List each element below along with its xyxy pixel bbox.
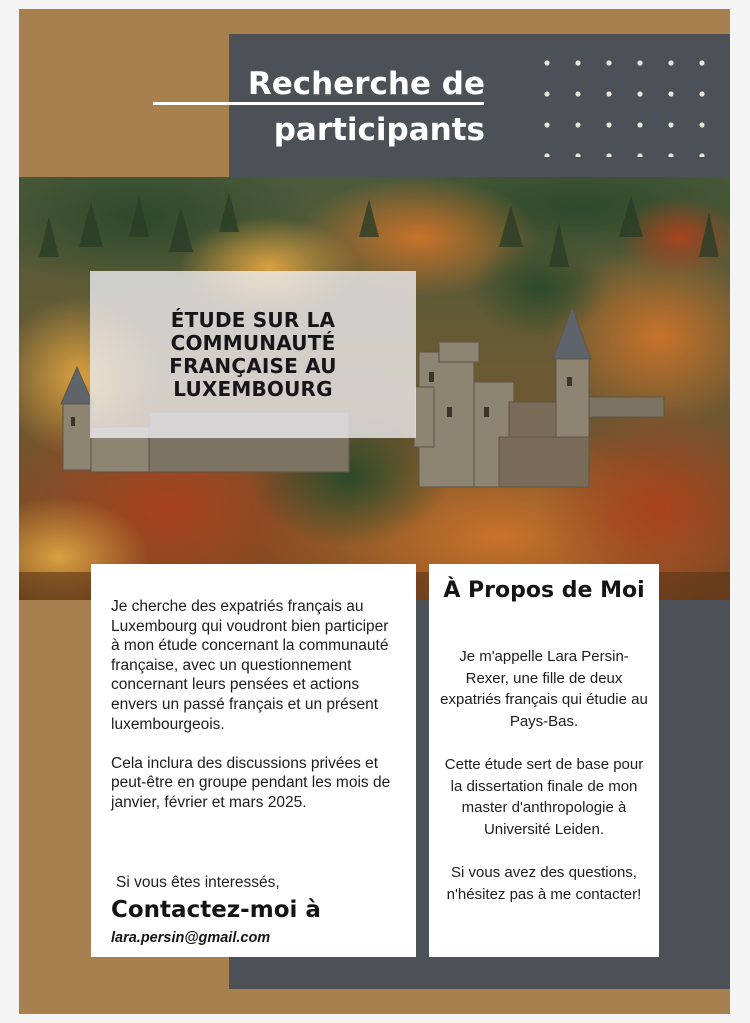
decorative-dot <box>544 91 549 96</box>
study-title-box <box>90 271 416 438</box>
decorative-dot <box>544 122 549 127</box>
about-paragraph-2: Cette étude sert de base pour la dissertation finale de mon master d'anthropologie à Université Leiden. <box>444 755 644 838</box>
description-card <box>91 564 416 957</box>
description-text <box>111 597 401 832</box>
decorative-dot <box>575 60 580 65</box>
decorative-dot <box>668 91 673 96</box>
decorative-dot <box>637 60 642 65</box>
decorative-dot <box>544 153 549 157</box>
decorative-dot <box>699 153 704 157</box>
decorative-dot <box>544 60 549 65</box>
poster <box>19 9 730 1014</box>
decorative-dot <box>699 91 704 96</box>
interest-text: Si vous êtes interessés, <box>116 874 280 891</box>
about-paragraph-1: Je m'appelle Lara Persin-Rexer, une fille de deux expatriés français qui étudie au Pays-Bas. <box>440 648 648 730</box>
dot-grid-decoration <box>539 57 709 157</box>
decorative-dot <box>637 153 642 157</box>
decorative-dot <box>606 153 611 157</box>
decorative-dot <box>668 122 673 127</box>
description-paragraph-2: Cela inclura des discussions privées et peut-être en groupe pendant les mois de janvier, février et mars 2025. <box>111 754 391 811</box>
decorative-dot <box>668 153 673 157</box>
decorative-dot <box>575 122 580 127</box>
decorative-dot <box>668 60 673 65</box>
email-link[interactable]: lara.persin@gmail.com <box>111 930 271 946</box>
decorative-dot <box>606 91 611 96</box>
page-title-line1: Recherche de <box>247 66 485 102</box>
decorative-dot <box>575 91 580 96</box>
decorative-dot <box>575 153 580 157</box>
contact-heading: Contactez-moi à <box>111 897 321 923</box>
decorative-dot <box>699 122 704 127</box>
about-card <box>429 564 659 957</box>
about-text <box>439 646 649 927</box>
description-paragraph-1: Je cherche des expatriés français au Luxembourg qui voudront bien participer à mon étude concernant la communauté française, avec un questionnement concernant leurs pensées et actions envers un passé français et un présent luxembourgeois. <box>111 598 389 733</box>
decorative-dot <box>606 122 611 127</box>
page-title-line2: participants <box>273 112 485 148</box>
study-title: ÉTUDE SUR LA COMMUNAUTÉ FRANÇAISE AU LUXEMBOURG <box>169 307 337 401</box>
about-title: À Propos de Moi <box>443 578 645 603</box>
page-title <box>199 61 485 153</box>
decorative-dot <box>699 60 704 65</box>
decorative-dot <box>606 60 611 65</box>
about-paragraph-3: Si vous avez des questions, n'hésitez pas à me contacter! <box>446 863 642 903</box>
decorative-dot <box>637 91 642 96</box>
decorative-dot <box>637 122 642 127</box>
